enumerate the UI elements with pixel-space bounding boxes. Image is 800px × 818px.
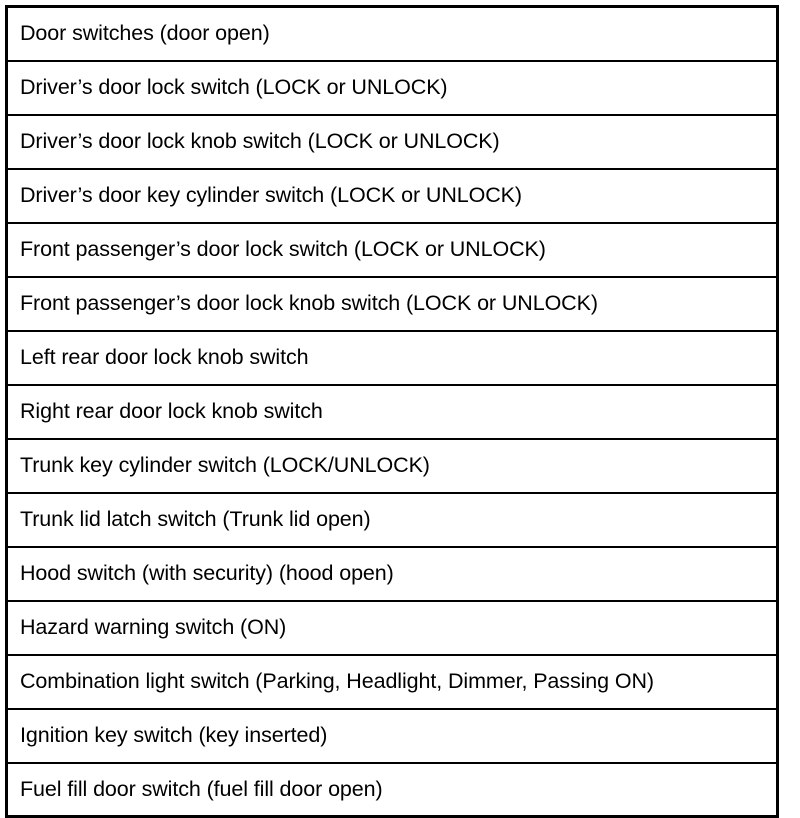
table-row: Left rear door lock knob switch <box>8 332 776 386</box>
table-row: Front passenger’s door lock switch (LOCK or UNLOCK) <box>8 224 776 278</box>
table-row: Right rear door lock knob switch <box>8 386 776 440</box>
table-row: Combination light switch (Parking, Headlight, Dimmer, Passing ON) <box>8 656 776 710</box>
table-row: Ignition key switch (key inserted) <box>8 710 776 764</box>
table-row: Driver’s door key cylinder switch (LOCK or UNLOCK) <box>8 170 776 224</box>
table-row: Door switches (door open) <box>8 8 776 62</box>
table-row: Front passenger’s door lock knob switch (LOCK or UNLOCK) <box>8 278 776 332</box>
table-row: Fuel fill door switch (fuel fill door open) <box>20 776 383 801</box>
table-row: Hazard warning switch (ON) <box>8 602 776 656</box>
switch-list-table <box>5 5 779 818</box>
table-row: Trunk key cylinder switch (LOCK/UNLOCK) <box>8 440 776 494</box>
table-row: Driver’s door lock knob switch (LOCK or UNLOCK) <box>8 116 776 170</box>
table-row: Driver’s door lock switch (LOCK or UNLOCK) <box>8 62 776 116</box>
table-row: Trunk lid latch switch (Trunk lid open) <box>8 494 776 548</box>
table-row: Hood switch (with security) (hood open) <box>8 548 776 602</box>
